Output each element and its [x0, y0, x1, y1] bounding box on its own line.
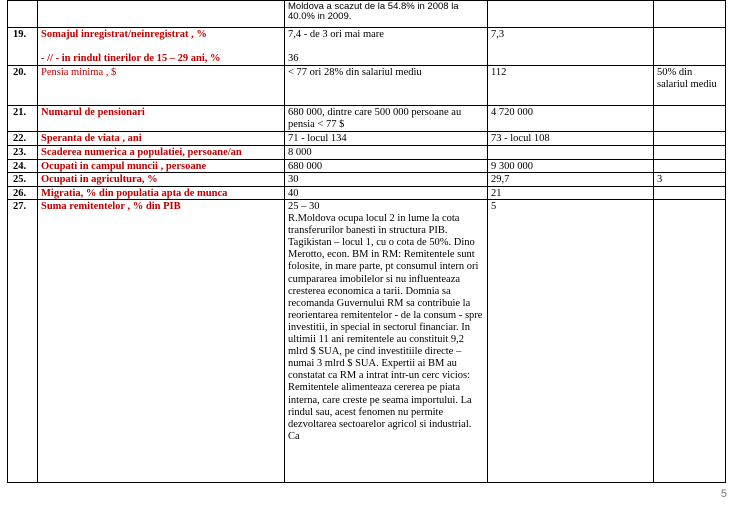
row-number [8, 1, 38, 28]
moldova-value: 680 000, dintre care 500 000 persoane au pensia < 77 $ [285, 106, 488, 132]
moldova-value: 71 - locul 134 [285, 132, 488, 146]
indicator-cell [38, 1, 285, 28]
note-cell [654, 159, 726, 173]
indicator-cell: Suma remitentelor , % din PIB [38, 200, 285, 483]
page-number: 5 [720, 488, 727, 500]
table-row [8, 146, 726, 160]
row-number: 20. [8, 66, 38, 106]
row-number: 25. [8, 173, 38, 187]
table-row [8, 28, 726, 66]
indicator-cell: Ocupati in campul muncii , persoane [38, 159, 285, 173]
note-cell: 3 [654, 173, 726, 187]
indicator-cell: Ocupati in agricultura, % [38, 173, 285, 187]
row-number: 27. [8, 200, 38, 483]
world-value: 112 [488, 66, 654, 106]
note-cell: 50% din salariul mediu [654, 66, 726, 106]
indicator-label: Somajul inregistrat/neinregistrat , % [41, 29, 207, 40]
row-number: 21. [8, 106, 38, 132]
row-number: 23. [8, 146, 38, 160]
note-cell [654, 1, 726, 28]
moldova-value: Moldova a scazut de la 54.8% in 2008 la 40.0% in 2009. [285, 1, 488, 28]
note-cell [654, 186, 726, 200]
table-row [8, 132, 726, 146]
indicator-label: - // - in rindul tinerilor de 15 – 29 ani, % [41, 52, 221, 64]
world-value: 9 300 000 [488, 159, 654, 173]
row-number: 26. [8, 186, 38, 200]
indicator-cell: Speranta de viata , ani [38, 132, 285, 146]
indicator-cell: Numarul de pensionari [38, 106, 285, 132]
note-cell [654, 200, 726, 483]
moldova-value: 30 [285, 173, 488, 187]
indicator-cell: Scaderea numerica a populatiei, persoane/an [38, 146, 285, 160]
moldova-value: < 77 ori 28% din salariul mediu [285, 66, 488, 106]
indicator-cell: Pensia minima , $ [38, 66, 285, 106]
note-cell [654, 28, 726, 66]
indicator-cell: Migratia, % din populatia apta de munca [38, 186, 285, 200]
table-row [8, 106, 726, 132]
moldova-value [285, 28, 488, 66]
row-number: 19. [8, 28, 38, 66]
moldova-value [285, 200, 488, 483]
row-number: 24. [8, 159, 38, 173]
world-value: 5 [488, 200, 654, 483]
moldova-value: 8 000 [285, 146, 488, 160]
table-row [8, 159, 726, 173]
world-value [488, 1, 654, 28]
value-line: 7,4 - de 3 ori mai mare [288, 29, 384, 40]
note-cell [654, 132, 726, 146]
world-value [488, 146, 654, 160]
row-number: 22. [8, 132, 38, 146]
table-row [8, 66, 726, 106]
world-value: 4 720 000 [488, 106, 654, 132]
world-value: 7,3 [488, 28, 654, 66]
table-row [8, 200, 726, 483]
note-cell [654, 106, 726, 132]
table-row [8, 173, 726, 187]
moldova-value: 40 [285, 186, 488, 200]
world-value: 21 [488, 186, 654, 200]
indicator-cell [38, 28, 285, 66]
statistics-table [7, 0, 726, 483]
moldova-value: 680 000 [285, 159, 488, 173]
world-value: 29,7 [488, 173, 654, 187]
table-row [8, 186, 726, 200]
world-value: 73 - locul 108 [488, 132, 654, 146]
table-row [8, 1, 726, 28]
remittance-commentary: R.Moldova ocupa locul 2 in lume la cota transferurilor banesti in structura PIB. Tagikistan – locul 1, cu o cota de 50%. Dino Merotto, econ. BM in RM: Remitentele sunt folosite, in mare parte, pt consumul intern ori cumpararea imobilelor si nu influenteaza cresterea economica a tarii. Domnia sa recomanda Guvernului RM sa contribuie la reorientarea remitentelor - de la consum - spre investitii, in special in sectorul financiar. In ultimii 11 ani remitentele au constituit 9,2 mlrd $ SUA, pe cind investitiile directe – numai 3 mlrd $ SUA. Expertii ai BM au constatat ca RM a intrat intr-un cerc vicios: Remitentele alimenteaza cererea pe piata interna, care creste pe seama importului. La rindul sau, acest fenomen nu permite dezvoltarea sectoarelor agricol si industrial. Ca [288, 213, 483, 442]
note-cell [654, 146, 726, 160]
value-line: 36 [288, 52, 299, 64]
value-range: 25 – 30 [288, 201, 320, 212]
